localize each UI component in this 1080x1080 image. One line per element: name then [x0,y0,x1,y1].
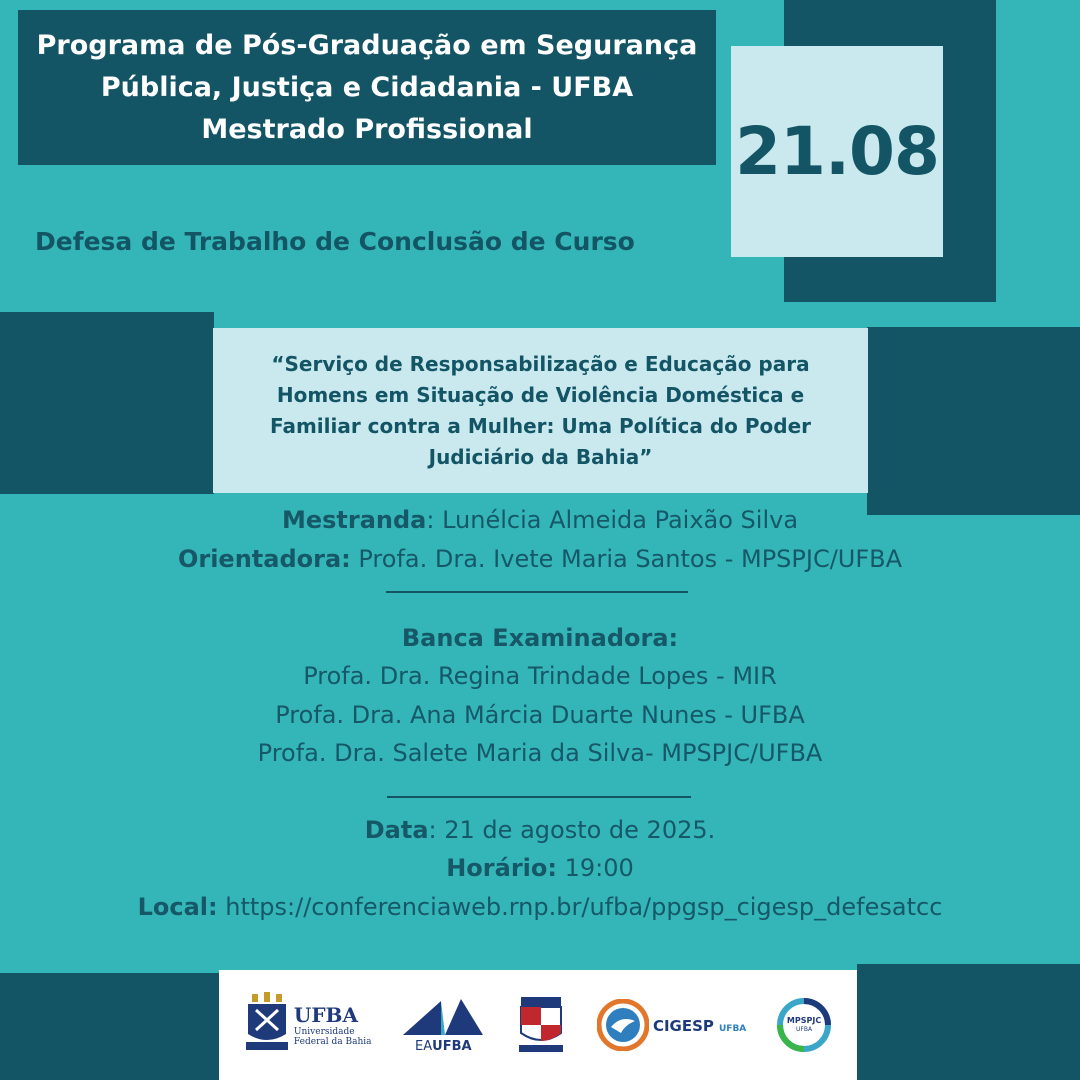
mpspjc-name: MPSPJC [786,1016,822,1025]
thesis-title-line-4: Judiciário da Bahia” [428,444,653,469]
ufba-logo [244,990,372,1060]
ufba-crest-icon [244,990,290,1060]
thesis-title-line-3: Familiar contra a Mulher: Uma Política do Poder [269,413,812,438]
eaufba-logo [401,997,485,1054]
cigesp-suffix: UFBA [718,1023,747,1034]
header-line-2: Pública, Justiça e Cidadania - UFBA [100,71,634,103]
ufba-logo-sub2: Federal da Bahia [293,1037,372,1047]
orientadora-label: Orientadora: [177,545,351,573]
law-school-crest-icon [515,995,567,1055]
horario-label: Horário: [446,854,557,882]
data-line [0,816,1080,844]
banca-member: Profa. Dra. Ana Márcia Duarte Nunes - UFBA [275,701,805,729]
thesis-title-line-1: “Serviço de Responsabilização e Educação para [271,351,810,376]
ufba-logo-name: UFBA [293,1003,358,1027]
thesis-title [213,328,868,493]
band-right-block [867,327,1080,515]
data-value: 21 de agosto de 2025. [444,816,716,844]
mpspjc-sub: UFBA [796,1026,813,1033]
event-subtitle: Defesa de Trabalho de Conclusão de Curso [35,227,635,256]
orientadora-line [0,545,1080,573]
mestranda-sep: : [426,506,443,534]
banca-member: Profa. Dra. Salete Maria da Silva- MPSPJC/UFBA [257,739,823,767]
cigesp-logo [597,999,746,1051]
law-school-logo [515,995,567,1055]
orientadora-value: Profa. Dra. Ivete Maria Santos - MPSPJC/UFBA [350,545,903,573]
program-header [18,10,716,165]
eaufba-prefix: EA [415,1038,433,1054]
horario-value: 19:00 [556,854,634,882]
date-badge: 21.08 [731,46,943,257]
divider-1 [386,591,688,593]
header-line-1: Programa de Pós-Graduação em Segurança [36,29,698,61]
mestranda-line [0,506,1080,534]
eaufba-sail-icon [401,997,485,1037]
horario-line [0,854,1080,882]
divider-2 [387,796,691,798]
data-sep: : [428,816,445,844]
ufba-logo-sub1: Universidade [293,1027,355,1037]
footer-left-block [0,973,219,1080]
local-line [0,893,1080,921]
local-url[interactable]: https://conferenciaweb.rnp.br/ufba/ppgsp_cigesp_defesatcc [217,893,943,921]
eaufba-name: UFBA [432,1038,472,1054]
eaufba-label [415,1039,472,1054]
band-left-block [0,312,214,494]
footer-right-block [857,964,1080,1080]
partner-logos [219,970,857,1080]
banca-label: Banca Examinadora: [401,624,679,652]
mestranda-label: Mestranda [281,506,427,534]
header-line-3: Mestrado Profissional [201,113,533,145]
local-label: Local: [137,893,218,921]
cigesp-name: CIGESP [652,1016,714,1035]
thesis-title-line-2: Homens em Situação de Violência Doméstica e [276,382,805,407]
mpspjc-logo [776,997,832,1053]
data-label: Data [364,816,429,844]
banca-member: Profa. Dra. Regina Trindade Lopes - MIR [303,662,777,690]
mestranda-value: Lunélcia Almeida Paixão Silva [442,506,799,534]
cigesp-dove-icon [597,999,649,1051]
